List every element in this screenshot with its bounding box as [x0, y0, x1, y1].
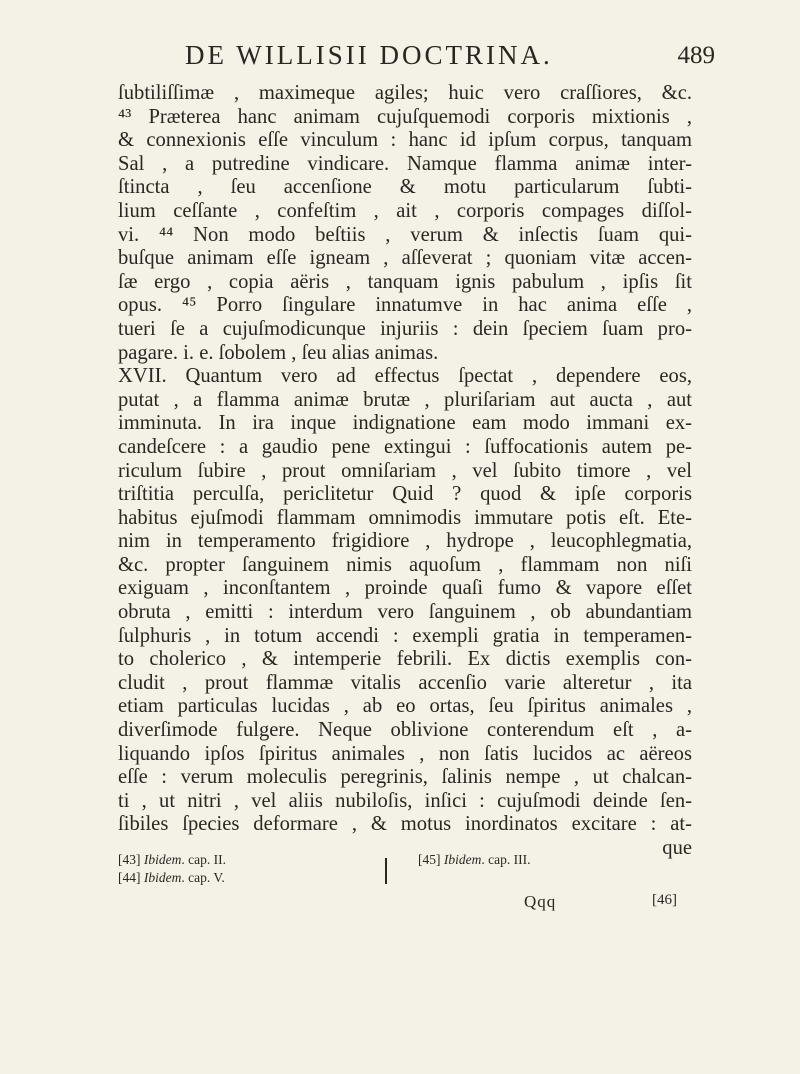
- footnote-location: cap. V.: [188, 870, 225, 885]
- footnote-location: cap. II.: [188, 852, 226, 867]
- text-line: to cholerico , & intemperie febrili. Ex dictis exemplis con-: [118, 648, 692, 671]
- footnotes: [118, 852, 698, 912]
- text-line: liquando ipſos ſpiritus animales , non ſatis lucidos ac aëreos: [118, 742, 692, 765]
- text-line: nim in temperamento frigidiore , hydrope , leucophlegmatia,: [118, 530, 692, 553]
- text-line: Sal , a putredine vindicare. Namque flamma animæ inter-: [118, 152, 692, 175]
- running-title: DE WILLISII DOCTRINA.: [185, 40, 553, 70]
- page-header: [185, 40, 725, 80]
- text-line: ſibiles ſpecies deformare , & motus inordinatos excitare : at-: [118, 813, 692, 836]
- footnote-source: Ibidem: [143, 870, 182, 885]
- footnote-source: Ibidem: [443, 852, 482, 867]
- text-line: candeſcere : a gaudio pene extingui : ſuffocationis autem pe-: [118, 435, 692, 458]
- text-line: &c. propter ſanguinem nimis aquoſum , flammam non niſi: [118, 553, 692, 576]
- page-number: 489: [677, 42, 715, 69]
- catchword: que: [662, 837, 692, 859]
- text-line: imminuta. In ira inque indignatione eam modo immani ex-: [118, 412, 692, 435]
- text-line: vi. ⁴⁴ Non modo beſtiis , verum & inſectis ſuam qui-: [118, 223, 692, 246]
- footnote-43: [43] Ibidem. cap. II.: [118, 852, 226, 867]
- footnote-location: cap. III.: [488, 852, 531, 867]
- footnote-44: [44] Ibidem. cap. V.: [118, 870, 225, 885]
- text-line: riculum ſubire , prout omniſariam , vel ſubito timore , vel: [118, 459, 692, 482]
- text-line: ⁴³ Præterea hanc animam cujuſquemodi corporis mixtionis ,: [118, 105, 692, 128]
- text-line: lium ceſſante , confeſtim , ait , corporis compages diſſol-: [118, 199, 692, 222]
- body-text: [118, 82, 692, 861]
- text-line: buſque animam eſſe igneam , aſſeverat ; quoniam vitæ accen-: [118, 247, 692, 270]
- section-heading-line: XVII. Quantum vero ad effectus ſpectat , dependere eos,: [118, 365, 692, 388]
- text-line: obruta , emitti : interdum vero ſanguinem , ob abundantiam: [118, 601, 692, 624]
- text-line: pagare. i. e. ſobolem , ſeu alias animas.: [118, 341, 439, 364]
- footnote-divider: [385, 858, 387, 884]
- text-line: ſulphuris , in totum accendi : exempli gratia in temperamen-: [118, 624, 692, 647]
- footnote-ref: [45]: [418, 852, 441, 867]
- text-line: putat , a flamma animæ brutæ , pluriſariam aut aucta , aut: [118, 388, 692, 411]
- footnote-source: Ibidem: [143, 852, 182, 867]
- text-line: diverſimode fulgere. Neque oblivione conterendum eſt , a-: [118, 719, 692, 742]
- text-line: exiguam , inconſtantem , proinde quaſi fumo & vapore eſſet: [118, 577, 692, 600]
- footnote-45: [45] Ibidem. cap. III.: [418, 852, 531, 867]
- text-line: tueri ſe a cujuſmodicunque injuriis : dein ſpeciem ſuam pro-: [118, 317, 692, 340]
- text-line: ſubtiliſſimæ , maximeque agiles; huic vero craſſiores, &c.: [118, 82, 692, 104]
- text-line: etiam particulas lucidas , ab eo ortas, ſeu ſpiritus animales ,: [118, 695, 692, 718]
- text-line: opus. ⁴⁵ Porro ſingulare innatumve in hac anima eſſe ,: [118, 294, 692, 317]
- text-line: habitus ejuſmodi flammam omnimodis immutare potis eſt. Ete-: [118, 506, 692, 529]
- text-line: ſæ ergo , copia aëris , tanquam ignis pabulum , ipſis ſit: [118, 270, 692, 293]
- text-line: ti , ut nitri , vel aliis nubiloſis, inſici : cujuſmodi deinde ſen-: [118, 789, 692, 812]
- text-line: cludit , prout flammæ vitalis accenſio varie alteretur , ita: [118, 671, 692, 694]
- text-line: & connexionis eſſe vinculum : hanc id ipſum corpus, tanquam: [118, 129, 692, 152]
- signature-mark: Qqq: [524, 892, 557, 911]
- footnote-ref: [43]: [118, 852, 141, 867]
- text-line: triſtitia perculſa, periclitetur Quid ? quod & ipſe corporis: [118, 483, 692, 506]
- text-line: ſtincta , ſeu accenſione & motu particularum ſubti-: [118, 176, 692, 199]
- bottom-catchword: [46]: [652, 892, 677, 908]
- text-line: eſſe : verum moleculis peregrinis, ſalinis nempe , ut chalcan-: [118, 766, 692, 789]
- footnote-ref: [44]: [118, 870, 141, 885]
